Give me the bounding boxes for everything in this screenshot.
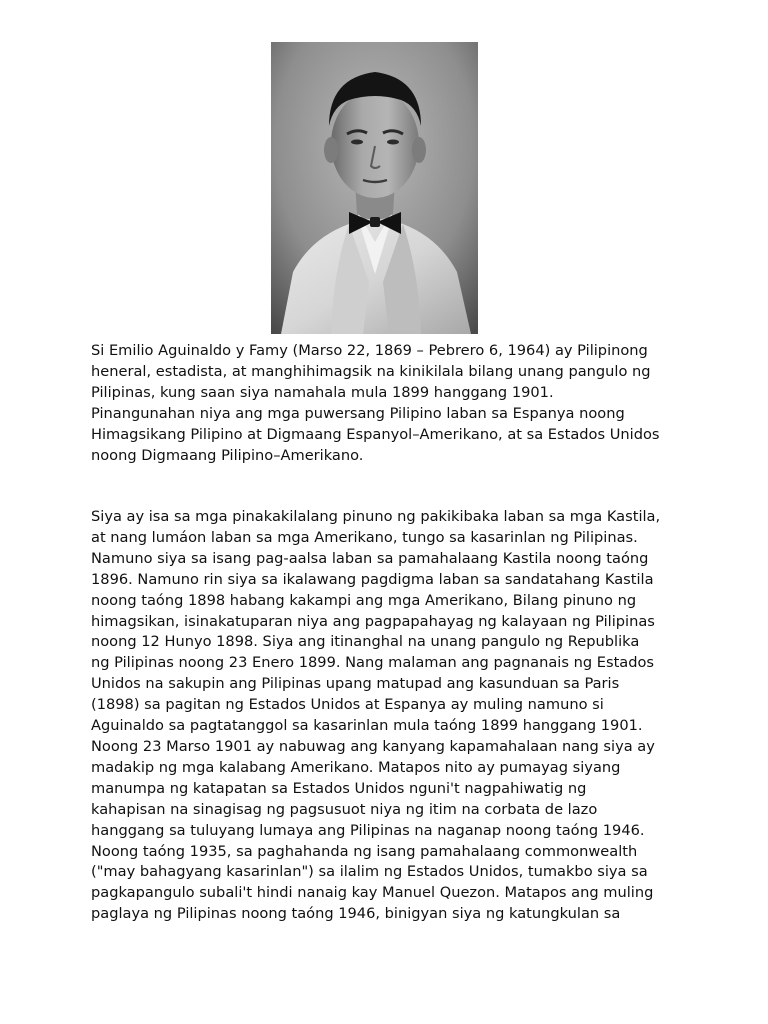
paragraph-intro: Si Emilio Aguinaldo y Famy (Marso 22, 1869 – Pebrero 6, 1964) ay Pilipinong heneral, estadista, at manghihimagsik na kinikilala bilang unang pangulo ng Pilipinas, kung saan siya namahala mula 1899 hanggang 1901. Pinangunahan niya ang mga puwersang Pilipino laban sa Espanya noong Himagsikang Pilipino at Digmaang Espanyol–Amerikano, at sa Estados Unidos noong Digmaang Pilipino–Amerikano. bbox=[91, 342, 660, 464]
portrait-image bbox=[271, 42, 478, 334]
paragraph-biography: Siya ay isa sa mga pinakakilalang pinuno ng pakikibaka laban sa mga Kastila, at nang lumáon laban sa mga Amerikano, tungo sa kasarinlan ng Pilipinas. Namuno siya sa isang pag-aalsa laban sa pamahalaang Kastila noong taóng 1896. Namuno rin siya sa ikalawang pagdigma laban sa sandatahang Kastila noong taóng 1898 habang kakampi ang mga Amerikano, Bilang pinuno ng himagsikan, isinakatuparan niya ang pagpapahayag ng kalayaan ng Pilipinas noong 12 Hunyo 1898. Siya ang itinanghal na unang pangulo ng Republika ng Pilipinas noong 23 Enero 1899. Nang malaman ang pagnanais ng Estados Unidos na sakupin ang Pilipinas upang matupad ang kasunduan sa Paris (1898) sa pagitan ng Estados Unidos at Espanya ay muling namuno si Aguinaldo sa pagtatanggol sa kasarinlan mula taóng 1899 hanggang 1901. Noong 23 Marso 1901 ay nabuwag ang kanyang kapamahalaan nang siya ay madakip ng mga kalabang Amerikano. Matapos nito ay pumayag siyang manumpa ng katapatan sa Estados Unidos nguni't nagpahiwatig ng kahapisan na sinagisag ng pagsusuot niya ng itim na corbata de lazo hanggang sa tuluyang lumaya ang Pilipinas na naganap noong taóng 1946. Noong taóng 1935, sa paghahanda ng isang pamahalaang commonwealth ("may bahagyang kasarinlan") sa ilalim ng Estados Unidos, tumakbo siya sa pagkapangulo subali't hindi nanaig kay Manuel Quezon. Matapos ang muling paglaya ng Pilipinas noong taóng 1946, binigyan siya ng katungkulan sa bbox=[91, 508, 661, 923]
portrait-photo bbox=[271, 42, 478, 334]
